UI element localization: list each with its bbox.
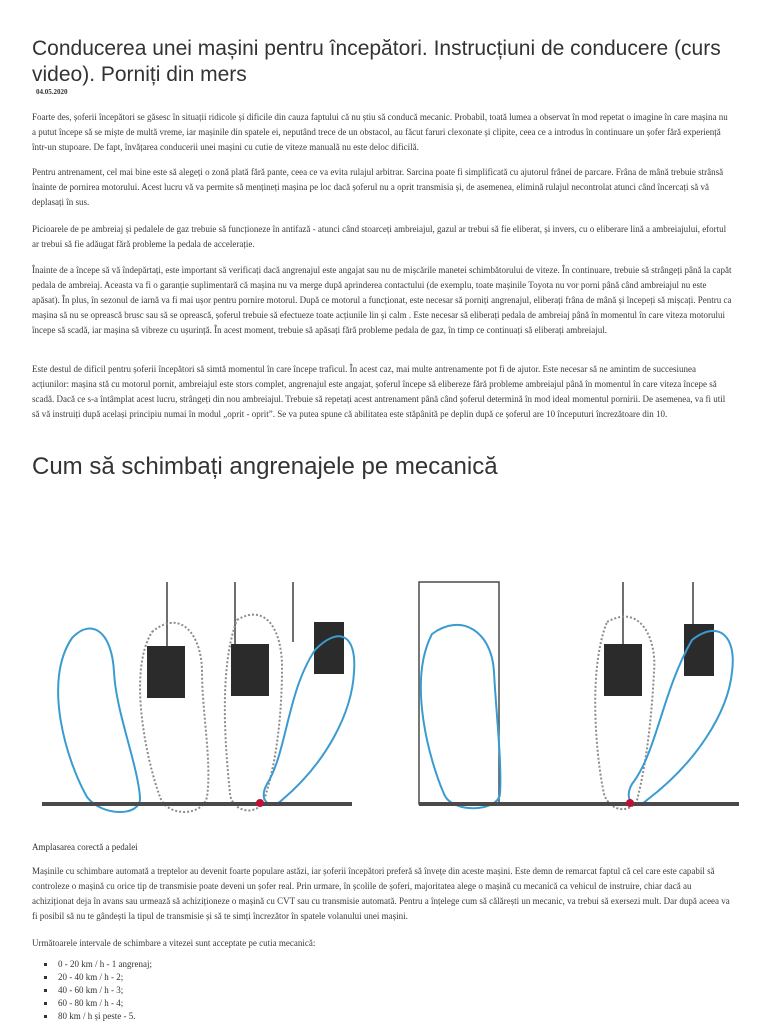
figure-caption: Amplasarea corectă a pedalei [32,842,138,852]
brake-pedal [231,644,269,696]
list-item: ▪ 80 km / h și peste - 5. [56,1010,152,1023]
foot-outline-ghost [225,615,282,811]
section-heading: Cum să schimbați angrenajele pe mecanică [32,453,498,480]
speed-ranges-list [44,958,152,1023]
list-item: ▪ 0 - 20 km / h - 1 angrenaj; [56,958,152,971]
pedal-figure-left [42,582,354,812]
paragraph-2: Pentru antrenament, cel mai bine este să alegeți o zonă plată fără pante, ceea ce va evita rulajul arbitrar. Sarcina poate fi simplificată cu ajutorul frânei de parcare. Frâna de mână trebuie strânsă înainte de pornirea motorului. Acest lucru vă va permite să mențineți mașina pe loc dacă șoferul nu a oprit transmisia și, de asemenea, elimină rulajul necontrolat atunci când încercați să vă deplasați în sus. [32,167,724,207]
brake-pedal [604,644,642,696]
heel-point-marker [256,799,264,807]
list-item: ▪ 20 - 40 km / h - 2; [56,971,152,984]
publish-date: 04.05.2020 [36,88,68,96]
list-item: ▪ 40 - 60 km / h - 3; [56,984,152,997]
paragraph-5: Este destul de dificil pentru șoferii începători să simtă momentul în care începe traficul. În acest caz, mai multe antrenamente pot fi de ajutor. Este necesar să ne amintim de succesiunea acțiunilor: mașina stă cu motorul pornit, ambreiajul este stors complet, angrenajul este angajat, șoferul începe să elibereze fără probleme ambreiajul până în momentul în care viteza începe să scadă. Dacă ce s-a întâmplat acest lucru, strângeți din nou ambreiajul. Trebuie să repetați acest antrenament până când șoferul determină în mod ideal momentul pornirii. De asemenea, va fi util să vă instruiți după același principiu numai în modul „oprit - oprit”. Se va putea spune că abilitatea este stăpânită pe deplin după ce șoferul are 10 începuturi încrezătoare din 10. [32,364,726,419]
article-title: Conducerea unei mașini pentru începători. Instrucțiuni de conducere (curs video). Porniți din mers [32,37,721,86]
paragraph-1: Foarte des, șoferii începători se găsesc în situații ridicole și dificile din cauza faptului că nu știu să conducă mecanic. Probabil, toată lumea a observat în mod repetat o imagine în care mașina nu a putut începe să se miște de multă vreme, iar mașinile din spatele ei, neputând trece de un obstacol, au făcut faruri clexonate și clipite, ceea ce a introdus în continuare un șofer fără experiență într-un stupoare. De fapt, învățarea conducerii unei mașini cu cutie de viteze manuală nu este deloc dificilă. [32,112,728,152]
paragraph-4: Înainte de a începe să vă îndepărtați, este important să verificați dacă angrenajul este angajat sau nu de mișcările manetei schimbătorului de viteze. În continuare, trebuie să strângeți până la capăt pedala de ambreiaj. Aceasta va fi o garanție suplimentară că mașina nu va merge după aprinderea contactului (de exemplu, toate mașinile Toyota nu vor porni până când ambreiajul nu este apăsat). În plus, în sezonul de iarnă va fi mai ușor pentru pornire motorul. După ce motorul a funcționat, este necesar să porniți angrenajul, eliberați frâna de mână și începeți să mișcați. Pentru ca mașina să nu se oprească brusc sau să se oprească, șoferul trebuie să efectueze toate acțiunile lin și calm . Este necesar să eliberați pedala de ambreiaj până în momentul în care viteza motorului începe să scadă, iar mașina să vibreze cu ușurință. În acest moment, trebuie să apăsați fără probleme pedala de gaz, în timp ce continuați să eliberați ambreiajul. [32,265,732,335]
pedal-frame [419,582,499,804]
paragraph-7: Următoarele intervale de schimbare a vitezei sunt acceptate pe cutia mecanică: [32,938,316,948]
list-item: ▪ 60 - 80 km / h - 4; [56,997,152,1010]
pedal-placement-figure [32,562,744,822]
clutch-pedal [147,646,185,698]
foot-outline-active [58,629,140,812]
paragraph-6: Mașinile cu schimbare automată a treptelor au devenit foarte populare astăzi, iar șoferii începători preferă să învețe din aceste mașini. Este demn de remarcat faptul că cel care este capabil să controleze o mașină cu orice tip de transmisie poate deveni un șofer real. Prin urmare, în școlile de șoferi, majoritatea alege o mașină cu mecanică ca vehicul de instruire, chiar dacă au achiziționat deja în avans sau urmează să achiziționeze o mașină cu CVT sau cu transmisie automată. Pentru a înțelege cum să călărești un mecanic, va trebui să exersezi mult. Dar după aceea va fi posibil să nu te gândești la tipul de transmisie și să te simți încrezător în spatele volanului unei mașini. [32,866,730,921]
foot-outline-active [421,625,501,808]
foot-outline-active [629,631,733,804]
gas-pedal [314,622,344,674]
floor-line [42,802,352,806]
heel-point-marker [626,799,634,807]
pedal-figure-right [419,582,739,809]
pedal-rod [292,582,294,642]
floor-line [419,802,739,806]
paragraph-3: Picioarele de pe ambreiaj și pedalele de gaz trebuie să funcționeze în antifază - atunci când stoarceți ambreiajul, gazul ar trebui să fie eliberat, și invers, cu o eliberare lină a ambreiajului, efortul ar trebui să fie adăugat fără probleme la pedala de accelerație. [32,224,727,249]
